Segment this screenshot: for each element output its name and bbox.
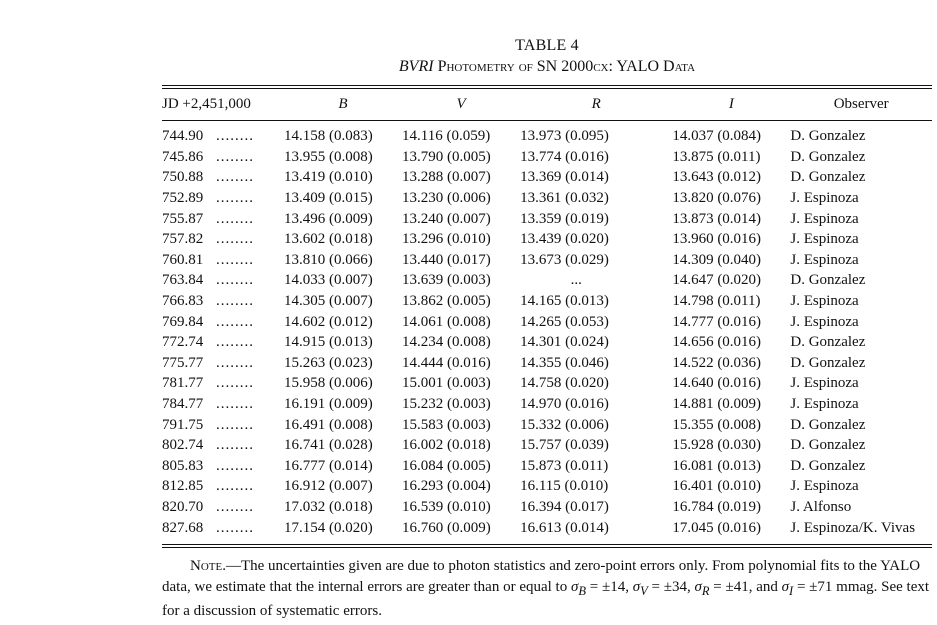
col-header-b: B [338, 96, 348, 112]
table-row [162, 270, 932, 291]
jd-value: 744.90 [162, 128, 204, 145]
cell-v: 15.583 (0.003) [402, 416, 491, 433]
cell-jd [162, 517, 284, 538]
cell-i: 16.784 (0.019) [672, 498, 762, 515]
cell-v: 16.002 (0.018) [402, 437, 491, 454]
jd-value: 769.84 [162, 313, 204, 330]
table-title [162, 58, 932, 76]
col-header-jd: JD +2,451,000 [162, 96, 251, 112]
cell-b: 16.777 (0.014) [283, 457, 373, 474]
sigma-v-sub: V [640, 583, 648, 598]
jd-value: 763.84 [162, 272, 204, 289]
leader-dots: ........ [216, 437, 254, 454]
sigma-r-value: = ±41, and [709, 578, 782, 595]
cell-r: 14.165 (0.013) [520, 293, 609, 310]
sigma-b: σ [570, 578, 579, 595]
cell-b: 14.915 (0.013) [283, 334, 373, 351]
cell-jd [162, 373, 284, 394]
cell-jd [162, 147, 284, 168]
cell-observer: J. Espinoza [790, 190, 859, 207]
table-row [162, 394, 932, 415]
cell-r: 16.115 (0.010) [520, 478, 609, 495]
leader-dots: ........ [216, 272, 254, 289]
jd-value: 775.77 [162, 354, 204, 371]
cell-v: 15.001 (0.003) [402, 375, 491, 392]
cell-i: 14.309 (0.040) [672, 251, 762, 268]
table-title-bands: BVRI [398, 58, 434, 75]
cell-r: 13.369 (0.014) [520, 169, 609, 186]
bottom-rule-2 [162, 547, 932, 548]
sigma-v-value: = ±34, [647, 578, 695, 595]
cell-i: 15.355 (0.008) [672, 416, 762, 433]
cell-observer: J. Espinoza/K. Vivas [790, 519, 916, 536]
cell-observer: J. Espinoza [790, 313, 859, 330]
cell-r: 14.265 (0.053) [520, 313, 609, 330]
jd-value: 812.85 [162, 478, 204, 495]
table-row [162, 126, 932, 147]
table-row [162, 497, 932, 518]
cell-v: 13.296 (0.010) [402, 231, 491, 248]
cell-b: 13.955 (0.008) [283, 148, 373, 165]
cell-r: 13.439 (0.020) [520, 231, 609, 248]
cell-r: 15.757 (0.039) [520, 437, 609, 454]
cell-r: 15.873 (0.011) [520, 457, 609, 474]
table-row [162, 353, 932, 374]
cell-observer: D. Gonzalez [790, 128, 866, 145]
leader-dots: ........ [216, 190, 254, 207]
cell-r: 14.301 (0.024) [520, 334, 609, 351]
col-header-i: I [728, 96, 734, 112]
sigma-r: σ [694, 578, 702, 595]
jd-value: 757.82 [162, 231, 204, 248]
cell-observer: D. Gonzalez [790, 334, 866, 351]
leader-dots: ........ [216, 313, 254, 330]
cell-jd [162, 311, 284, 332]
cell-i: 14.656 (0.016) [672, 334, 762, 351]
cell-jd [162, 456, 284, 477]
data-table [162, 91, 932, 538]
cell-v: 14.234 (0.008) [402, 334, 491, 351]
sigma-v: σ [632, 578, 641, 595]
table-row [162, 229, 932, 250]
cell-r: 15.332 (0.006) [520, 416, 609, 433]
cell-b: 14.033 (0.007) [283, 272, 373, 289]
leader-dots: ........ [216, 210, 254, 227]
leader-dots: ........ [216, 128, 254, 145]
cell-i: 13.875 (0.011) [672, 148, 761, 165]
table-row [162, 373, 932, 394]
leader-dots: ........ [216, 375, 254, 392]
table-row [162, 250, 932, 271]
cell-v: 15.232 (0.003) [402, 396, 491, 413]
cell-b: 16.191 (0.009) [283, 396, 373, 413]
jd-value: 827.68 [162, 519, 204, 536]
cell-v: 14.061 (0.008) [402, 313, 491, 330]
table-row [162, 456, 932, 477]
cell-i: 16.081 (0.013) [672, 457, 762, 474]
cell-jd [162, 332, 284, 353]
cell-v: 13.440 (0.017) [402, 251, 491, 268]
cell-v: 14.116 (0.059) [402, 128, 491, 145]
cell-jd [162, 208, 284, 229]
cell-v: 14.444 (0.016) [402, 354, 491, 371]
cell-observer: J. Espinoza [790, 251, 859, 268]
cell-jd [162, 414, 284, 435]
cell-observer: J. Espinoza [790, 478, 859, 495]
leader-dots: ........ [216, 519, 254, 536]
table-row [162, 414, 932, 435]
cell-v: 16.084 (0.005) [402, 457, 491, 474]
table-row [162, 435, 932, 456]
cell-b: 13.409 (0.015) [283, 190, 373, 207]
sigma-i-value: = ±71 mmag. See text for a discussion of systematic errors. [162, 578, 930, 619]
note-dash: — [225, 558, 241, 574]
cell-b: 13.602 (0.018) [283, 231, 373, 248]
cell-b: 14.602 (0.012) [283, 313, 373, 330]
cell-i: 14.522 (0.036) [672, 354, 762, 371]
table-body [162, 126, 932, 538]
jd-value: 772.74 [162, 334, 204, 351]
top-rule-2 [162, 88, 932, 89]
cell-jd [162, 126, 284, 147]
cell-jd [162, 497, 284, 518]
cell-v: 13.288 (0.007) [402, 169, 491, 186]
sigma-i: σ [781, 578, 790, 595]
table-row [162, 147, 932, 168]
cell-b: 17.032 (0.018) [283, 498, 373, 515]
leader-dots: ........ [216, 498, 254, 515]
cell-b: 13.810 (0.066) [283, 251, 373, 268]
cell-v: 13.862 (0.005) [402, 293, 491, 310]
cell-i: 13.960 (0.016) [672, 231, 762, 248]
table-row [162, 291, 932, 312]
leader-dots: ........ [216, 416, 254, 433]
cell-v: 13.240 (0.007) [402, 210, 491, 227]
jd-value: 805.83 [162, 457, 204, 474]
cell-i: 17.045 (0.016) [672, 519, 762, 536]
cell-jd [162, 353, 284, 374]
cell-r: 13.973 (0.095) [520, 128, 609, 145]
cell-b: 14.305 (0.007) [283, 293, 373, 310]
leader-dots: ........ [216, 457, 254, 474]
cell-jd [162, 476, 284, 497]
cell-r: ... [570, 272, 582, 289]
cell-v: 13.230 (0.006) [402, 190, 491, 207]
jd-value: 791.75 [162, 416, 204, 433]
cell-observer: D. Gonzalez [790, 437, 866, 454]
cell-observer: J. Alfonso [790, 498, 852, 515]
cell-jd [162, 435, 284, 456]
table-row [162, 476, 932, 497]
jd-value: 750.88 [162, 169, 204, 186]
cell-b: 16.912 (0.007) [283, 478, 373, 495]
cell-r: 14.758 (0.020) [520, 375, 609, 392]
sigma-b-sub: B [578, 583, 587, 598]
table-row [162, 188, 932, 209]
col-header-v: V [456, 96, 466, 112]
cell-b: 13.496 (0.009) [283, 210, 373, 227]
jd-value: 760.81 [162, 251, 204, 268]
jd-value: 820.70 [162, 498, 204, 515]
cell-jd [162, 291, 284, 312]
table-row [162, 167, 932, 188]
leader-dots: ........ [216, 231, 254, 248]
cell-i: 15.928 (0.030) [672, 437, 762, 454]
cell-i: 13.873 (0.014) [672, 210, 762, 227]
cell-observer: D. Gonzalez [790, 416, 866, 433]
table-note [162, 556, 932, 622]
leader-dots: ........ [216, 354, 254, 371]
leader-dots: ........ [216, 478, 254, 495]
cell-jd [162, 188, 284, 209]
cell-r: 13.361 (0.032) [520, 190, 609, 207]
leader-dots: ........ [216, 169, 254, 186]
cell-r: 13.774 (0.016) [520, 148, 609, 165]
leader-dots: ........ [216, 334, 254, 351]
cell-jd [162, 394, 284, 415]
cell-observer: J. Espinoza [790, 231, 859, 248]
jd-value: 802.74 [162, 437, 204, 454]
cell-observer: D. Gonzalez [790, 457, 866, 474]
col-header-observer: Observer [833, 96, 889, 112]
note-label: Note. [190, 558, 226, 574]
cell-b: 13.419 (0.010) [283, 169, 373, 186]
cell-i: 14.037 (0.084) [672, 128, 762, 145]
bottom-rule-1 [162, 544, 932, 545]
note-text: The uncertainties given are due to photon statistics and zero-point errors only. From polynomial fits to the YALO data, we estimate that the internal errors are greater than or equal to [162, 558, 921, 595]
cell-jd [162, 229, 284, 250]
table-row [162, 332, 932, 353]
table-title-text: Photometry of SN 2000cx: YALO Data [433, 58, 696, 75]
header-row [162, 91, 932, 118]
cell-observer: D. Gonzalez [790, 272, 866, 289]
cell-r: 13.673 (0.029) [520, 251, 609, 268]
photometry-table [162, 91, 932, 538]
cell-observer: J. Espinoza [790, 293, 859, 310]
cell-i: 14.640 (0.016) [672, 375, 762, 392]
leader-dots: ........ [216, 293, 254, 310]
cell-observer: D. Gonzalez [790, 354, 866, 371]
cell-jd [162, 250, 284, 271]
cell-i: 14.798 (0.011) [672, 293, 761, 310]
cell-observer: J. Espinoza [790, 396, 859, 413]
jd-value: 752.89 [162, 190, 204, 207]
leader-dots: ........ [216, 251, 254, 268]
col-header-r: R [591, 96, 601, 112]
cell-r: 13.359 (0.019) [520, 210, 609, 227]
leader-dots: ........ [216, 396, 254, 413]
sigma-r-sub: R [701, 583, 710, 598]
cell-r: 14.355 (0.046) [520, 354, 609, 371]
cell-v: 13.790 (0.005) [402, 148, 491, 165]
cell-b: 15.263 (0.023) [283, 354, 373, 371]
table-number: TABLE 4 [515, 37, 579, 54]
cell-observer: D. Gonzalez [790, 148, 866, 165]
cell-v: 16.760 (0.009) [402, 519, 491, 536]
table-row [162, 208, 932, 229]
cell-v: 13.639 (0.003) [402, 272, 491, 289]
jd-value: 745.86 [162, 148, 204, 165]
cell-i: 13.820 (0.076) [672, 190, 762, 207]
cell-r: 14.970 (0.016) [520, 396, 609, 413]
cell-jd [162, 270, 284, 291]
cell-v: 16.539 (0.010) [402, 498, 491, 515]
cell-i: 14.647 (0.020) [672, 272, 762, 289]
jd-value: 766.83 [162, 293, 204, 310]
cell-i: 14.777 (0.016) [672, 313, 762, 330]
table-row [162, 311, 932, 332]
cell-b: 16.741 (0.028) [283, 437, 373, 454]
cell-b: 17.154 (0.020) [283, 519, 373, 536]
cell-observer: J. Espinoza [790, 210, 859, 227]
cell-observer: J. Espinoza [790, 375, 859, 392]
cell-b: 16.491 (0.008) [283, 416, 373, 433]
jd-value: 781.77 [162, 375, 204, 392]
cell-i: 13.643 (0.012) [672, 169, 762, 186]
leader-dots: ........ [216, 148, 254, 165]
cell-r: 16.613 (0.014) [520, 519, 609, 536]
cell-i: 16.401 (0.010) [672, 478, 762, 495]
cell-b: 14.158 (0.083) [283, 128, 373, 145]
table-row [162, 517, 932, 538]
cell-b: 15.958 (0.006) [283, 375, 373, 392]
cell-r: 16.394 (0.017) [520, 498, 609, 515]
jd-value: 755.87 [162, 210, 204, 227]
sigma-b-value: = ±14, [586, 578, 633, 595]
cell-i: 14.881 (0.009) [672, 396, 762, 413]
jd-value: 784.77 [162, 396, 204, 413]
top-rule-1 [162, 85, 932, 86]
sigma-i-sub: I [789, 583, 794, 598]
cell-observer: D. Gonzalez [790, 169, 866, 186]
cell-jd [162, 167, 284, 188]
cell-v: 16.293 (0.004) [402, 478, 491, 495]
